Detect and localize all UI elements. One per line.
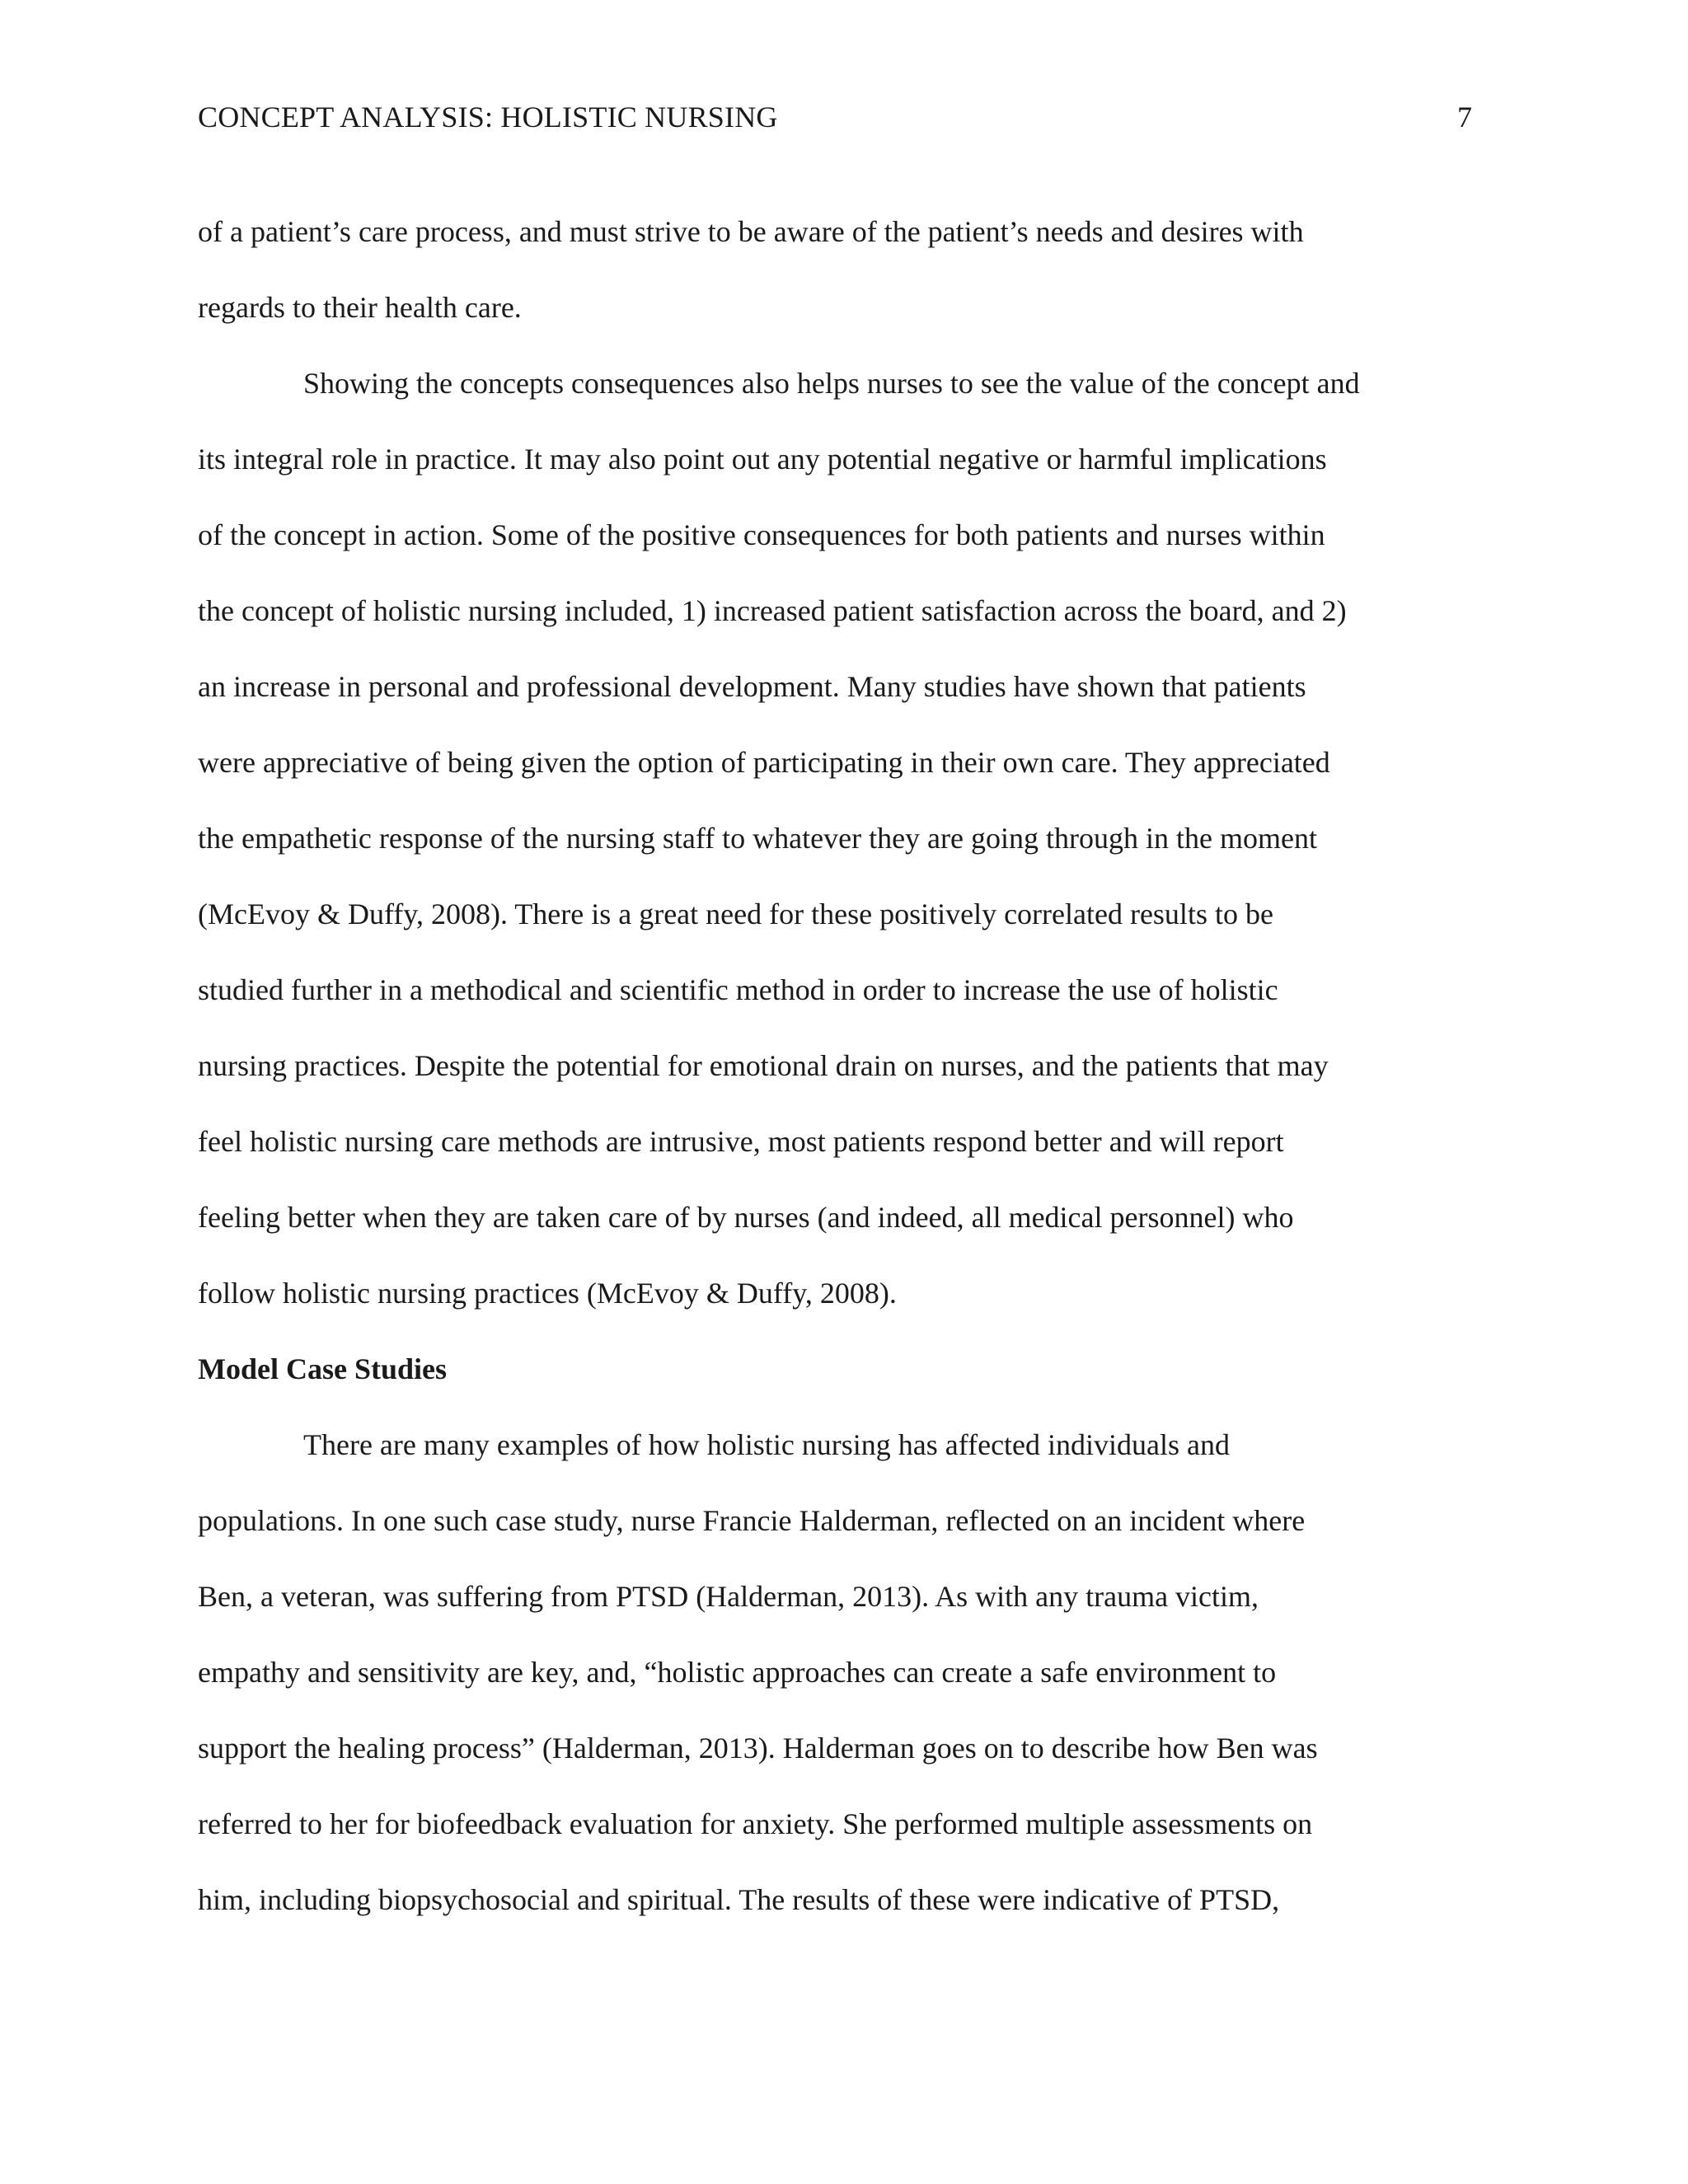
text-line: (McEvoy & Duffy, 2008). There is a great need for these positively correlated results to be (198, 898, 1273, 930)
running-head-title: CONCEPT ANALYSIS: HOLISTIC NURSING (198, 101, 778, 134)
running-head (198, 97, 1472, 137)
text-line: were appreciative of being given the option of participating in their own care. They appreciated (198, 746, 1330, 779)
paragraph-first-line: Showing the concepts consequences also helps nurses to see the value of the concept and (303, 367, 1360, 400)
text-line: empathy and sensitivity are key, and, “holistic approaches can create a safe environment to (198, 1656, 1277, 1689)
body-text (198, 194, 1472, 1938)
paragraph-first-line: There are many examples of how holistic nursing has affected individuals and (303, 1428, 1230, 1461)
text-line: referred to her for biofeedback evaluation for anxiety. She performed multiple assessments on (198, 1807, 1313, 1840)
page-number: 7 (1457, 101, 1472, 134)
text-line: of a patient’s care process, and must strive to be aware of the patient’s needs and desires with (198, 215, 1304, 248)
text-line: of the concept in action. Some of the positive consequences for both patients and nurses within (198, 518, 1325, 551)
text-line: regards to their health care. (198, 291, 522, 324)
text-line: studied further in a methodical and scientific method in order to increase the use of holistic (198, 973, 1278, 1006)
text-line: its integral role in practice. It may also point out any potential negative or harmful implications (198, 443, 1327, 476)
text-line: feel holistic nursing care methods are intrusive, most patients respond better and will report (198, 1125, 1284, 1158)
text-line: support the healing process” (Halderman, 2013). Halderman goes on to describe how Ben was (198, 1732, 1318, 1765)
text-line: populations. In one such case study, nurse Francie Halderman, reflected on an incident where (198, 1504, 1306, 1537)
text-line: feeling better when they are taken care of by nurses (and indeed, all medical personnel) who (198, 1201, 1294, 1234)
text-line: follow holistic nursing practices (McEvoy & Duffy, 2008). (198, 1277, 897, 1310)
text-line: nursing practices. Despite the potential for emotional drain on nurses, and the patients that may (198, 1049, 1329, 1082)
text-line: him, including biopsychosocial and spiritual. The results of these were indicative of PTSD, (198, 1883, 1280, 1916)
text-line: the concept of holistic nursing included, 1) increased patient satisfaction across the board, and 2) (198, 594, 1347, 627)
section-heading: Model Case Studies (198, 1352, 448, 1385)
text-line: an increase in personal and professional development. Many studies have shown that patients (198, 670, 1306, 703)
text-line: Ben, a veteran, was suffering from PTSD (Halderman, 2013). As with any trauma victim, (198, 1580, 1259, 1613)
text-line: the empathetic response of the nursing staff to whatever they are going through in the moment (198, 822, 1317, 855)
